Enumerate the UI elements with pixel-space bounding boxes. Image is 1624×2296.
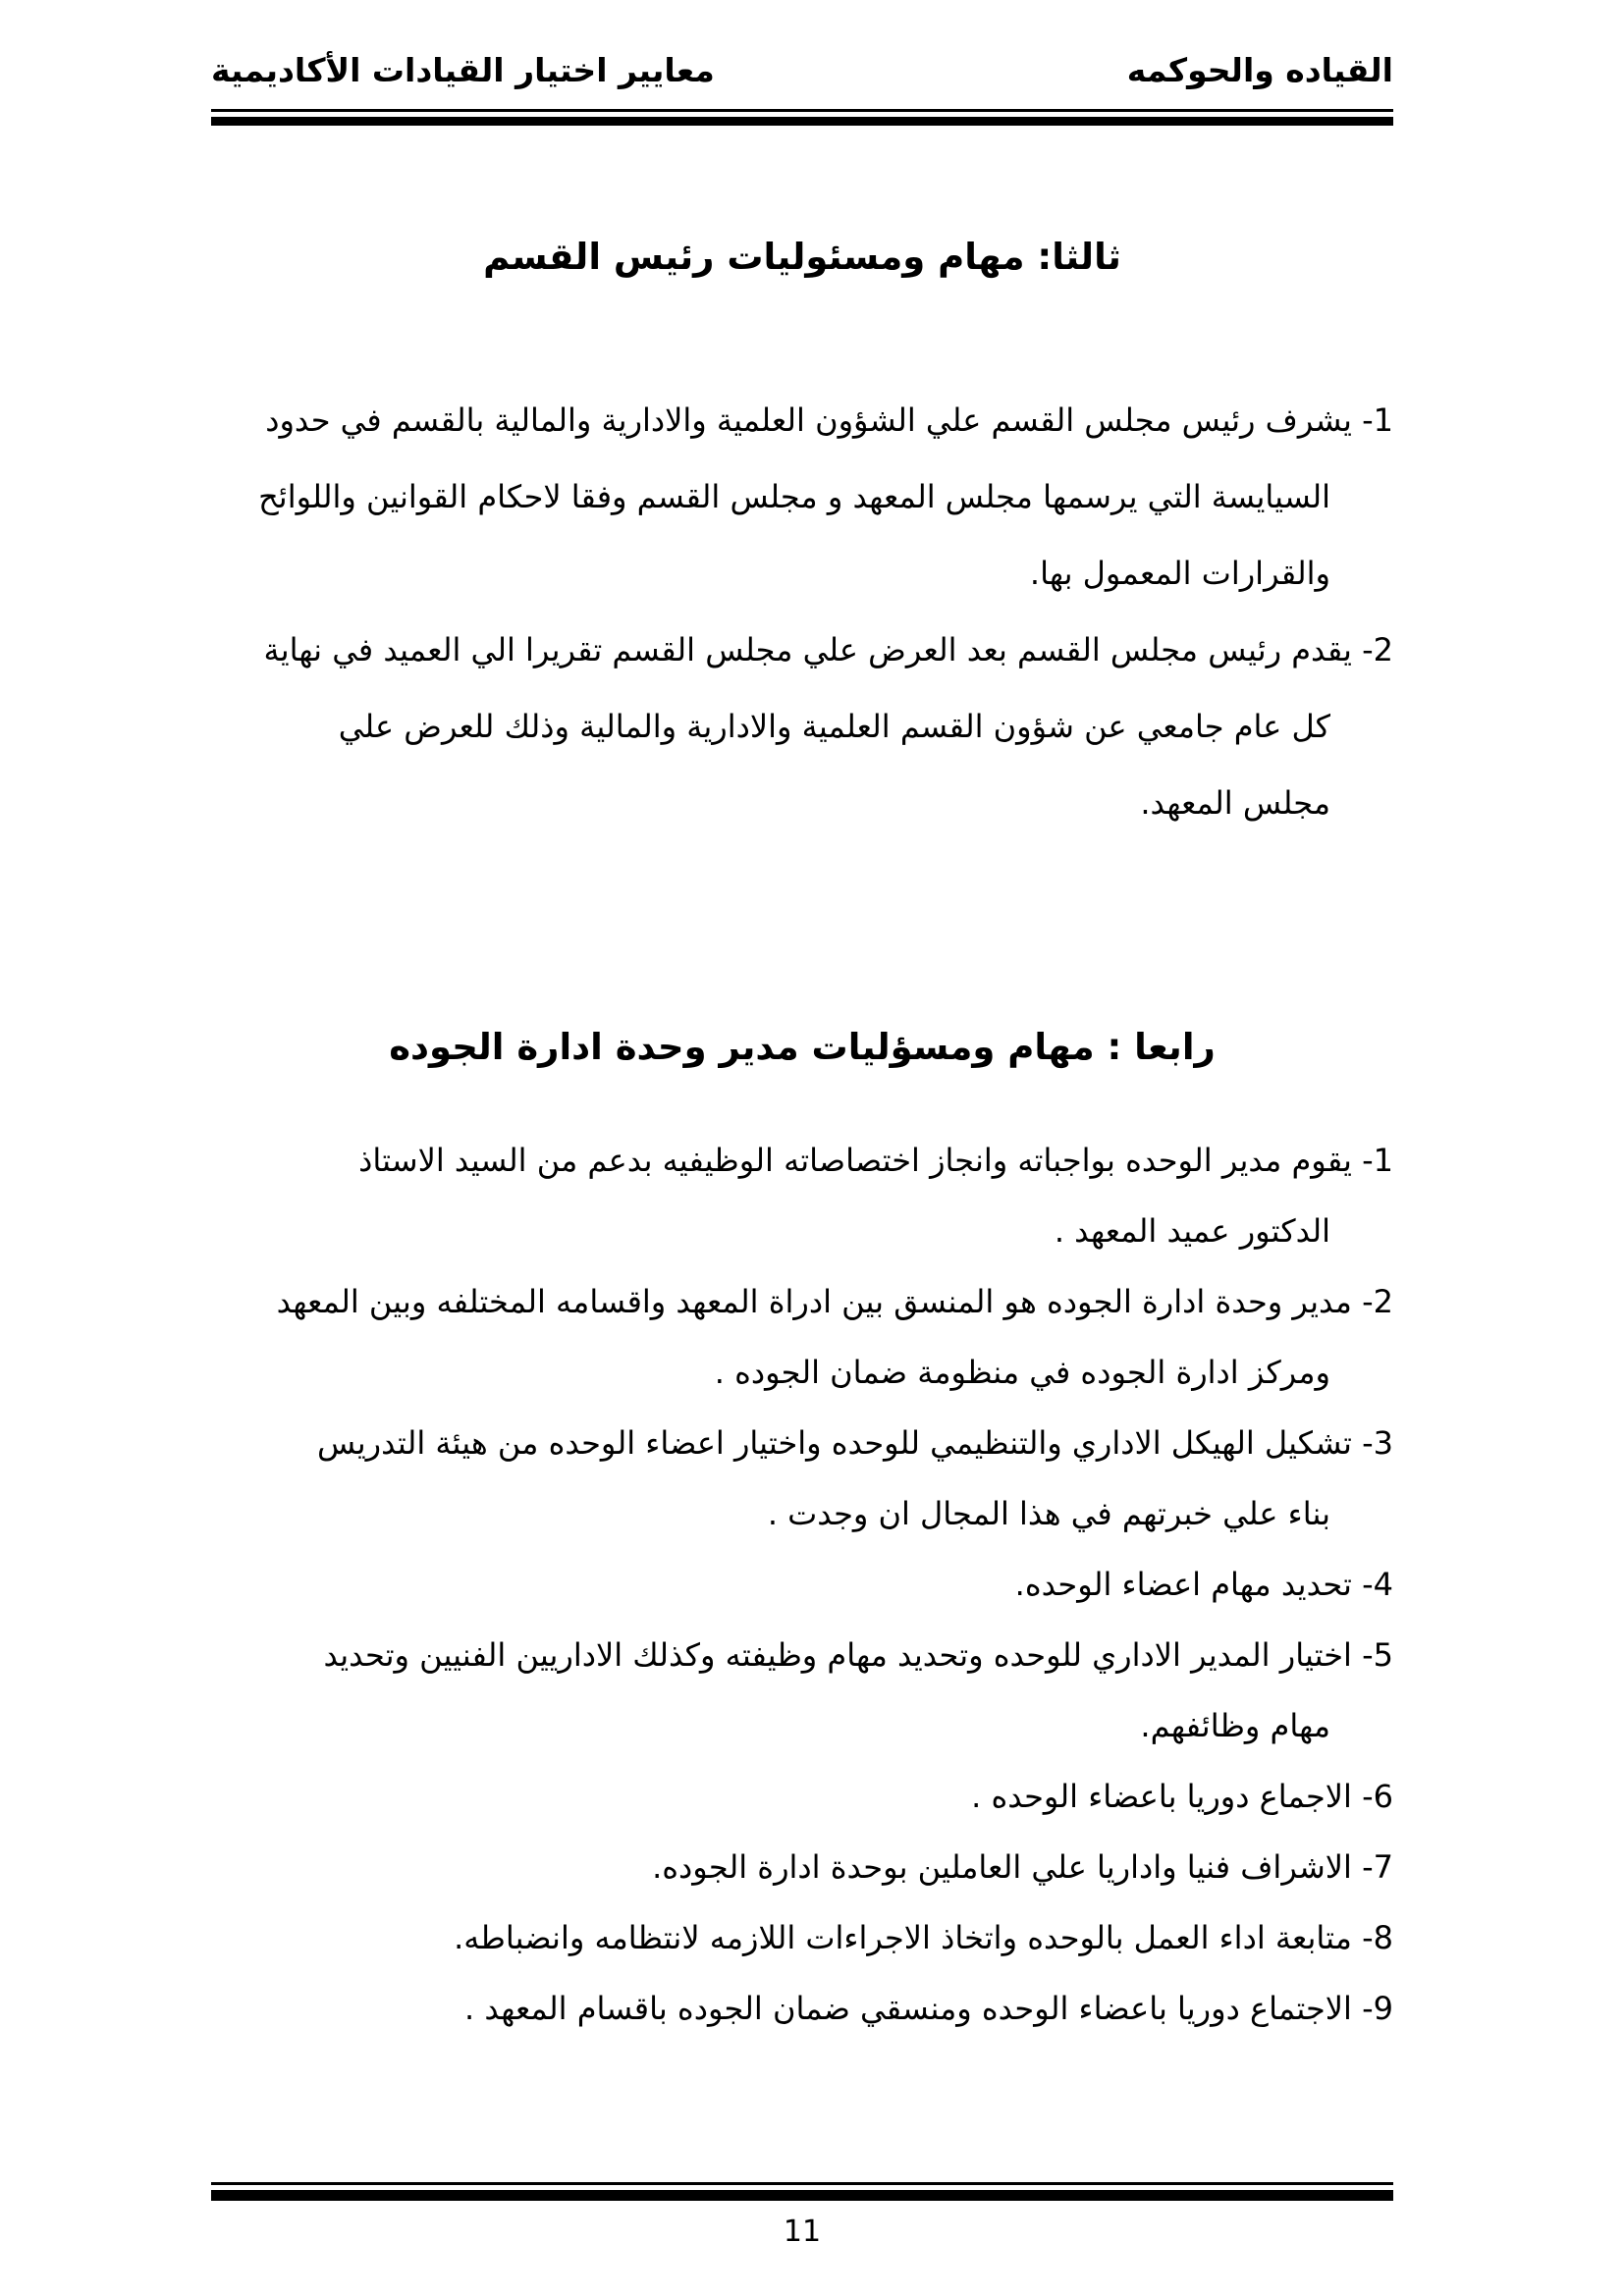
list-item-continuation-line: بناء علي خبرتهم في هذا المجال ان وجدت .	[767, 1495, 1330, 1532]
list-item-continuation-line: والقرارات المعمول بها.	[1029, 555, 1330, 592]
list-item-first-line: 2- يقدم رئيس مجلس القسم بعد العرض علي مجلس القسم تقريرا الي العميد في نهاية	[263, 631, 1393, 668]
list-item-first-line: 8- متابعة اداء العمل بالوحده واتخاذ الاجراءات اللازمه لانتظامه وانضباطه.	[454, 1919, 1393, 1956]
list-item-continuation-line: السيايسة التي يرسمها مجلس المعهد و مجلس القسم وفقا لاحكام القوانين واللوائح	[258, 478, 1330, 515]
list-item-first-line: 9- الاجتماع دوريا باعضاء الوحده ومنسقي ضمان الجوده باقسام المعهد .	[464, 1990, 1393, 2027]
section-title-fourth: رابعا : مهام ومسؤليات مدير وحدة ادارة الجوده	[389, 1026, 1216, 1068]
section-title-third: ثالثا: مهام ومسئوليات رئيس القسم	[483, 236, 1121, 278]
page-footer	[211, 2182, 1393, 2249]
footer-divider-thick-line	[211, 2190, 1393, 2201]
header-divider	[211, 109, 1393, 126]
list-item-continuation-line: مهام وظائفهم.	[1140, 1707, 1330, 1744]
header-divider-thin-line	[211, 109, 1393, 112]
list-item-first-line: 7- الاشراف فنيا واداريا علي العاملين بوحدة ادارة الجوده.	[652, 1848, 1393, 1886]
list-item-first-line: 4- تحديد مهام اعضاء الوحده.	[1014, 1566, 1393, 1603]
list-item-continuation-line: مجلس المعهد.	[1140, 784, 1330, 822]
list-item-first-line: 6- الاجماع دوريا باعضاء الوحده .	[971, 1778, 1393, 1815]
numbered-list-department-head-duties	[211, 382, 1393, 841]
footer-divider-thin-line	[211, 2182, 1393, 2185]
page-header	[0, 0, 1624, 89]
list-item-continuation-line: ومركز ادارة الجوده في منظومة ضمان الجوده .	[714, 1354, 1330, 1391]
list-item-first-line: 5- اختيار المدير الاداري للوحده وتحديد مهام وظيفته وكذلك الاداريين الفنيين وتحديد	[323, 1636, 1393, 1674]
header-divider-thick-line	[211, 117, 1393, 126]
numbered-list-quality-unit-director-duties	[211, 1125, 1393, 2044]
header-title-right: القياده والحوكمه	[1126, 51, 1393, 89]
list-item-first-line: 3- تشكيل الهيكل الاداري والتنظيمي للوحده واختيار اعضاء الوحده من هيئة التدريس	[316, 1424, 1393, 1462]
list-item-first-line: 2- مدير وحدة ادارة الجوده هو المنسق بين ادراة المعهد واقسامه المختلفه وبين المعهد	[276, 1283, 1393, 1320]
document-body	[0, 236, 1624, 2044]
header-title-left: معايير اختيار القيادات الأكاديمية	[211, 51, 715, 89]
list-item-first-line: 1- يقوم مدير الوحده بواجباته وانجاز اختصاصاته الوظيفيه بدعم من السيد الاستاذ	[358, 1142, 1393, 1179]
list-item-first-line: 1- يشرف رئيس مجلس القسم علي الشؤون العلمية والادارية والمالية بالقسم في حدود	[265, 401, 1393, 439]
page-number: 11	[783, 2215, 822, 2249]
list-item-continuation-line: كل عام جامعي عن شؤون القسم العلمية والادارية والمالية وذلك للعرض علي	[338, 708, 1330, 745]
list-item-continuation-line: الدكتور عميد المعهد .	[1054, 1212, 1330, 1250]
